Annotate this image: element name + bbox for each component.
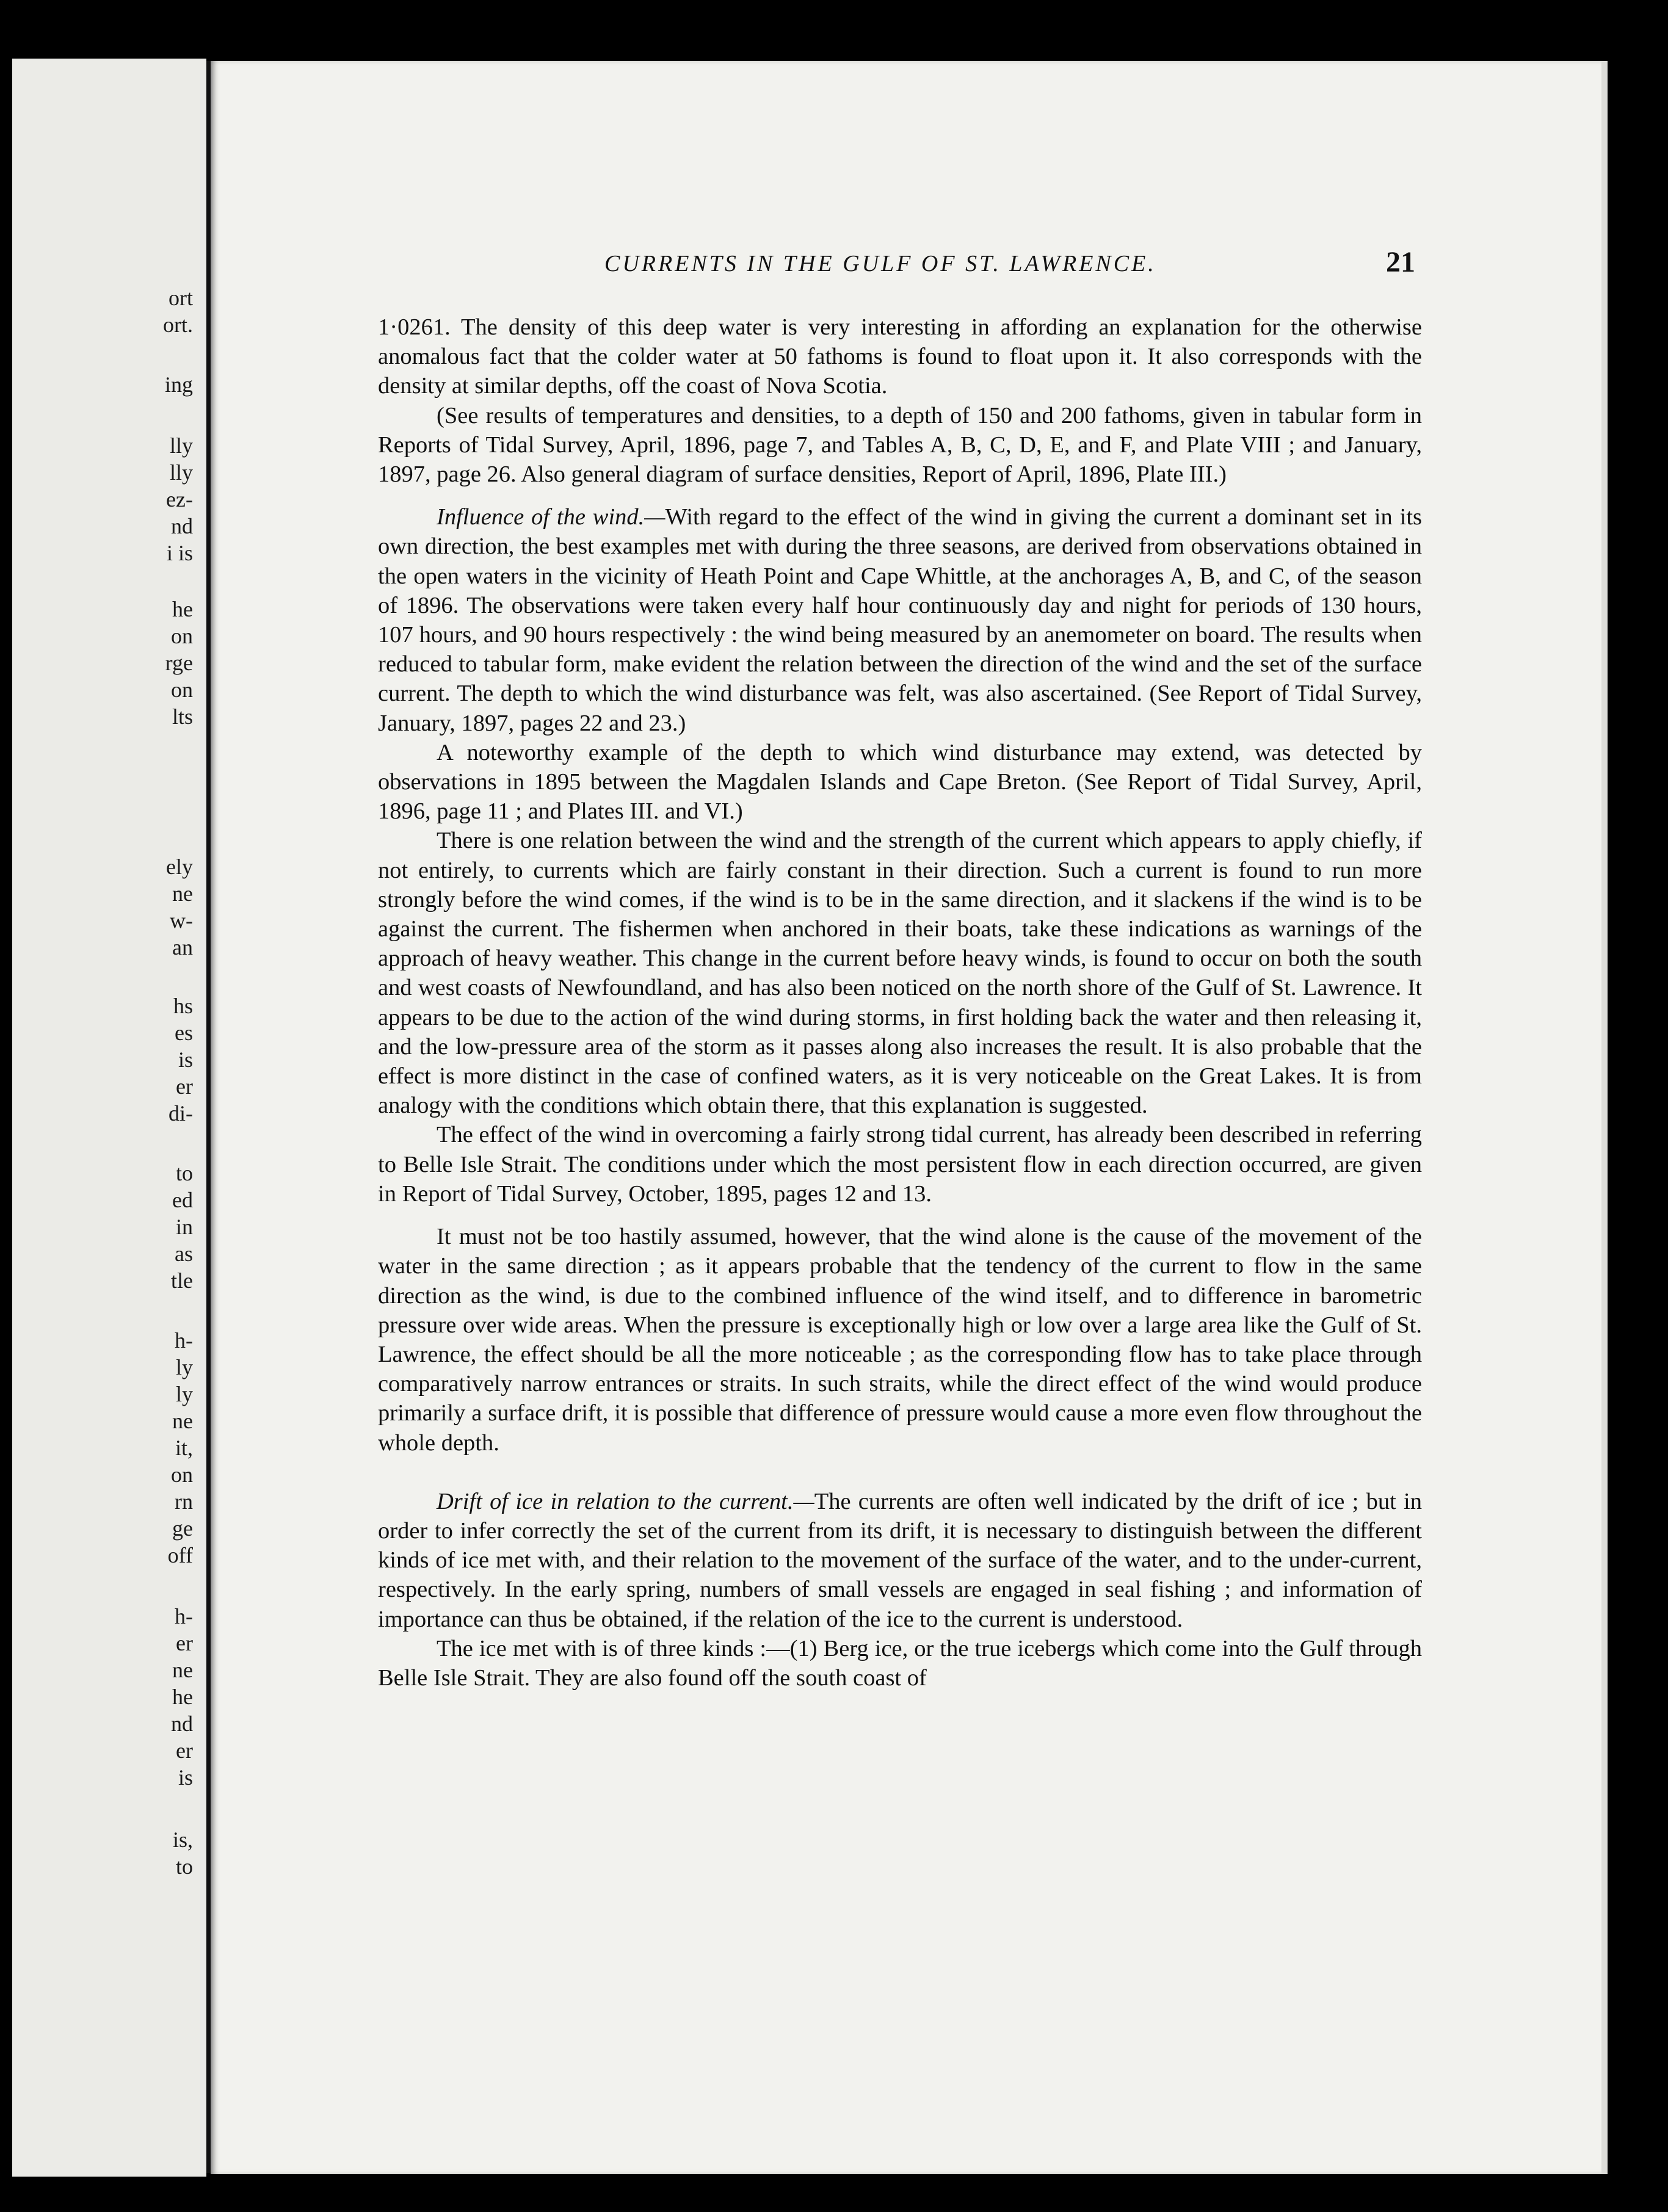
section-heading: Drift of ice in relation to the current.— — [437, 1488, 814, 1514]
facing-page-text: he — [172, 1685, 193, 1709]
facing-page-text: he — [172, 597, 193, 621]
facing-page-text: rge — [165, 651, 193, 675]
facing-page-text: ne — [172, 1409, 193, 1433]
facing-page-text: ly — [175, 1355, 193, 1379]
page-number: 21 — [1386, 246, 1415, 278]
paragraph-text: The currents are often well indicated by the drift of ice ; but in order to infer correctly the set of the current from its drift, it is necessary to distinguish between the different kinds of ice met with, and their relation to the movement of the surface of the water, and to the under-current, respectively. In the early spring, numbers of small vessels are engaged in seal fishing ; and information of importance can thus be obtained, if the relation of the ice to the current is understood. — [378, 1488, 1422, 1632]
paragraph-text: With regard to the effect of the wind in giving the current a dominant set in its own direction, the best examples met with during the three seasons, are derived from observations obtained in the open waters in the vicinity of Heath Point and Cape Whittle, at the anchorages A, B, and C, of the season of 1896. The observations were taken every half hour continuously day and night for periods of 130 hours, 107 hours, and 90 hours respectively : the wind being measured by an anemometer on board. The results when reduced to tabular form, make evident the relation between the direction of the wind and the set of the surface current. The depth to which the wind disturbance was felt, was also ascertained. (See Report of Tidal Survey, January, 1897, pages 22 and 23.) — [378, 504, 1423, 736]
facing-page-text: in — [175, 1215, 193, 1239]
facing-page-text: nd — [171, 514, 193, 538]
facing-page-text: on — [171, 1462, 193, 1487]
paragraph-text: (See results of temperatures and densities, to a depth of 150 and 200 fathoms, given in tabular form in Reports of Tidal Survey, April, 1896, page 7, and Tables A, B, C, D, E, and F, and Plate VIII ; and January, 1897, page 26. Also general diagram of surface densities, Report of April, 1896, Plate III.) — [378, 402, 1422, 488]
facing-page-text: lly — [169, 433, 193, 458]
paragraph — [378, 502, 1422, 738]
running-title: CURRENTS IN THE GULF OF ST. LAWRENCE. — [604, 251, 1156, 276]
facing-page-text: ely — [166, 855, 193, 879]
paragraph — [378, 826, 1422, 1120]
facing-page-text: tle — [171, 1268, 193, 1293]
facing-page-text: hs — [173, 994, 193, 1018]
paragraph — [378, 401, 1422, 490]
paragraph — [378, 313, 1422, 401]
paragraph — [378, 1487, 1422, 1634]
page-edge — [1601, 61, 1608, 2174]
facing-page-text: ge — [172, 1516, 193, 1541]
facing-page-text: ly — [175, 1382, 193, 1406]
paragraph — [378, 1634, 1422, 1693]
paragraph — [378, 1120, 1422, 1209]
facing-page-text: off — [167, 1543, 193, 1567]
facing-page-text: er — [176, 1631, 193, 1655]
facing-page-text: w- — [170, 908, 193, 933]
section-heading: Influence of the wind.— — [437, 504, 665, 530]
facing-page-fragment — [12, 59, 206, 2177]
facing-page-text: ez- — [166, 487, 193, 511]
facing-page-text: rn — [175, 1489, 193, 1514]
facing-page-text: is, — [172, 1827, 193, 1852]
facing-page-text: di- — [169, 1101, 193, 1126]
facing-page-text: ort. — [163, 313, 193, 337]
facing-page-text: lly — [169, 460, 193, 485]
facing-page-text: ed — [172, 1188, 193, 1212]
facing-page-text: er — [176, 1074, 193, 1099]
facing-page-text: ne — [172, 881, 193, 906]
facing-page-text: i is — [166, 541, 193, 565]
facing-page-text: ne — [172, 1658, 193, 1682]
facing-page-text: on — [171, 678, 193, 702]
facing-page-text: es — [175, 1021, 193, 1045]
facing-page-text: is — [178, 1047, 193, 1072]
facing-page-text: er — [176, 1738, 193, 1763]
facing-page-text: h- — [175, 1328, 193, 1353]
facing-page-text: on — [171, 624, 193, 648]
body-text — [378, 313, 1422, 1693]
running-header — [211, 245, 1608, 288]
facing-page-text: ing — [164, 372, 193, 397]
paragraph-text: There is one relation between the wind and the strength of the current which appears to apply chiefly, if not entirely, to currents which are fairly constant in their direction. Such a current is found to run more strongly before the wind comes, if the wind is to be in the same direction, and it slackens if the wind is to be against the current. The fishermen when anchored in their boats, take these indications as warnings of the approach of heavy weather. This change in the current before heavy winds, is found to occur on both the south and west coasts of Newfoundland, and has also been noticed on the north shore of the Gulf of St. Lawrence. It appears to be due to the action of the wind during storms, in first holding back the water and then releasing it, and the low-pressure area of the storm as it passes along also increases the result. It is also probable that the effect is more distinct in the case of confined waters, as it is very noticeable on the Great Lakes. It is from analogy with the conditions which obtain there, that this explanation is suggested. — [378, 828, 1422, 1119]
facing-page-text: to — [175, 1161, 193, 1185]
paragraph — [378, 1222, 1422, 1458]
facing-page-text: is — [178, 1765, 193, 1790]
facing-page-text: lts — [172, 704, 193, 729]
facing-page-text: as — [175, 1242, 193, 1266]
paragraph-text: A noteworthy example of the depth to which wind disturbance may extend, was detected by observations in 1895 between the Magdalen Islands and Cape Breton. (See Report of Tidal Survey, April, 1896, page 11 ; and Plates III. and VI.) — [378, 739, 1422, 825]
paragraph-text: It must not be too hastily assumed, however, that the wind alone is the cause of the movement of the water in the same direction ; as it appears probable that the tendency of the current to flow in the same direction as the wind, is due to the combined influence of the wind itself, and to difference in barometric pressure over wide areas. When the pressure is exceptionally high or low over a large area like the Gulf of St. Lawrence, the effect should be all the more noticeable ; as the corresponding flow has to take place through comparatively narrow entrances or straits. In such straits, while the direct effect of the wind would produce primarily a surface drift, it is possible that difference of pressure would cause a more even flow throughout the whole depth. — [378, 1224, 1422, 1456]
facing-page-text: ort — [169, 286, 193, 310]
paragraph-text: The effect of the wind in overcoming a fairly strong tidal current, has already been described in referring to Belle Isle Strait. The conditions under which the most persistent flow in each direction occurred, are given in Report of Tidal Survey, October, 1895, pages 12 and 13. — [378, 1122, 1422, 1207]
paragraph — [378, 738, 1422, 826]
paragraph-text: The ice met with is of three kinds :—(1) Berg ice, or the true icebergs which come into the Gulf through Belle Isle Strait. They are also found off the south coast of — [378, 1635, 1422, 1691]
facing-page-text: it, — [175, 1436, 193, 1460]
paragraph-text: 1·0261. The density of this deep water is very interesting in affording an explanation for the otherwise anomalous fact that the colder water at 50 fathoms is found to float upon it. It also corresponds with the density at similar depths, off the coast of Nova Scotia. — [378, 314, 1422, 399]
facing-page-text: h- — [175, 1604, 193, 1628]
book-page — [211, 61, 1608, 2174]
facing-page-text: nd — [171, 1711, 193, 1736]
facing-page-text: an — [172, 935, 193, 960]
facing-page-text: to — [175, 1854, 193, 1879]
